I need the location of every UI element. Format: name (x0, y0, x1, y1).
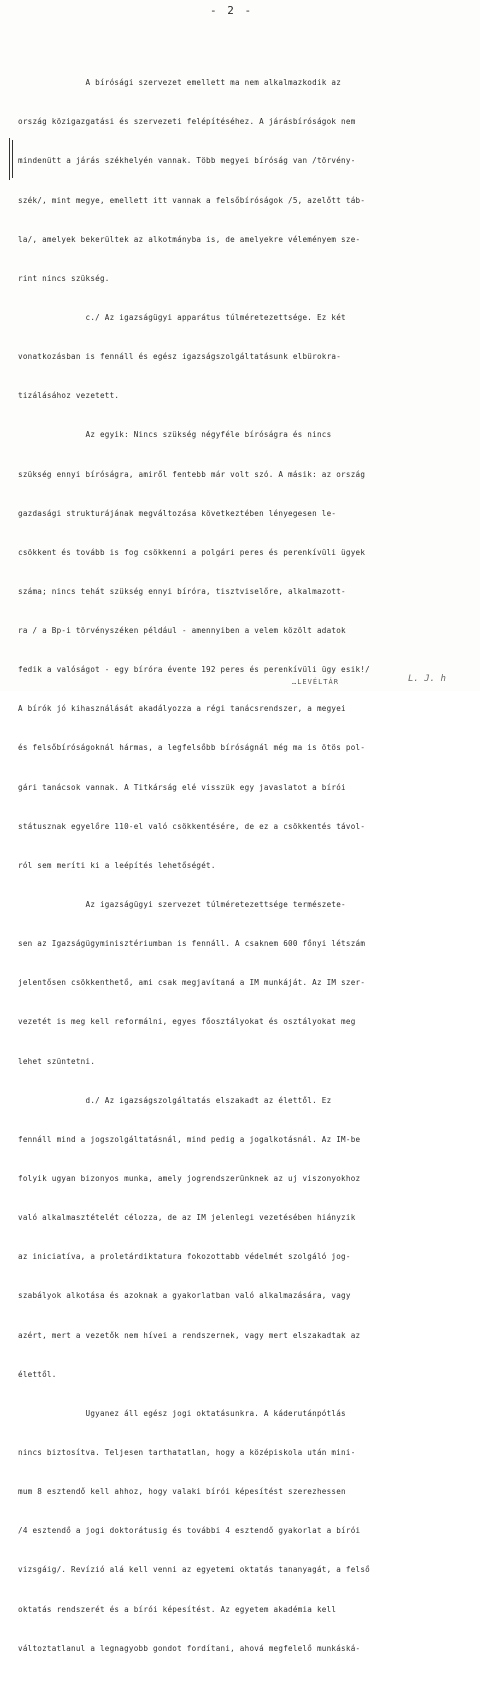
text-line: folyik ugyan bizonyos munka, amely jogrendszerünknek az uj viszonyokhoz (18, 1174, 361, 1184)
text-line: mindenütt a járás székhelyén vannak. Több megyei bíróság van /törvény- (18, 156, 356, 166)
text-line: lehet szüntetni. (18, 1056, 96, 1066)
text-line: Az igazságügyi szervezet túlméretezettsége természete- (18, 900, 346, 910)
text-line: száma; nincs tehát szükség ennyi bíróra, tisztviselőre, alkalmazott- (18, 586, 346, 596)
text-line: ország közigazgatási és szervezeti felépítéséhez. A járásbíróságok nem (18, 117, 356, 127)
text-line: vonatkozásban is fennáll és egész igazságszolgáltatásunk elbürokra- (18, 352, 342, 362)
text-line: la/, amelyek bekerültek az alkotmányba is, de amelyekre véleményem sze- (18, 234, 361, 244)
section-heading-c: c./ Az igazságügyi apparátus túlméretezettsége. Ez két (18, 312, 346, 322)
text-line: azért, mert a vezetők nem hívei a rendszernek, vagy mert elszakadtak az (18, 1330, 361, 1340)
text-line: való alkalmasztételét célozza, de az IM jelenlegi vezetésében hiányzik (18, 1213, 356, 1223)
text-line: jelentősen csökkenthető, ami csak megjavítaná a IM munkáját. Az IM szer- (18, 978, 366, 988)
margin-mark-left (9, 138, 10, 180)
text-line: tizálásához vezetett. (18, 391, 120, 401)
text-line: szék/, mint megye, emellett itt vannak a felsőbíróságok /5, azelőtt táb- (18, 195, 366, 205)
text-line: /4 esztendő a jogi doktorátusig és további 4 esztendő gyakorlat a bírói (18, 1526, 361, 1536)
text-line: változtatlanul a legnagyobb gondot fordítani, ahová megfelelő munkáská- (18, 1643, 361, 1653)
text-line: szükség ennyi bíróságra, amiről fentebb már volt szó. A másik: az ország (18, 469, 366, 479)
text-line: és felsőbíróságoknál hármas, a legfelsőbb bíróságnál még ma is ötös pol- (18, 743, 366, 753)
text-line: élettől. (18, 1369, 57, 1379)
text-line: Az egyik: Nincs szükség négyféle bíróságra és nincs (18, 430, 332, 440)
text-line: sen az Igazságügyminisztériumban is fennáll. A csaknem 600 főnyi létszám (18, 939, 366, 949)
text-line: szabályok alkotása és azoknak a gyakorlatban való alkalmazására, vagy (18, 1291, 351, 1301)
text-line: csökkent és tovább is fog csökkenni a polgári peres és perenkívüli ügyek (18, 547, 366, 557)
text-line: gazdasági strukturájának megváltozása következtében lényegesen le- (18, 508, 337, 518)
text-line: A bírósági szervezet emellett ma nem alkalmazkodik az (18, 78, 342, 88)
text-line: az iniciatíva, a proletárdiktatura fokozottabb védelmét szolgáló jog- (18, 1252, 351, 1262)
text-line: mum 8 esztendő kell ahhoz, hogy valaki bírói képesítést szerezhessen (18, 1487, 346, 1497)
text-line: ra / a Bp-i törvényszéken például - amennyiben a velem közölt adatok (18, 626, 346, 636)
text-line: fedik a valóságot - egy bíróra évente 192 peres és perenkívüli ügy esik!/ (18, 665, 370, 675)
document-body (18, 50, 470, 1681)
text-line: fennáll mind a jogszolgáltatásnál, mind pedig a jogalkotásnál. Az IM-be (18, 1134, 361, 1144)
text-line: ról sem meríti ki a leépítés lehetőségét. (18, 860, 216, 870)
text-line: Ugyanez áll egész jogi oktatásunkra. A káderutánpótlás (18, 1408, 346, 1418)
handwritten-mark: L. J. h (408, 674, 446, 684)
text-line: vizsgáig/. Revízió alá kell venni az egyetemi oktatás tananyagát, a felső (18, 1565, 370, 1575)
page-number: - 2 - (210, 4, 254, 17)
text-line: rint nincs szükség. (18, 273, 110, 283)
margin-mark-left-2 (12, 140, 13, 178)
section-heading-d: d./ Az igazságszolgáltatás elszakadt az élettől. Ez (18, 1095, 332, 1105)
text-line: A bírók jó kihasználását akadályozza a régi tanácsrendszer, a megyei (18, 704, 346, 714)
text-line: státusznak egyelőre 110-el való csökkentésére, de ez a csökkentés távol- (18, 821, 366, 831)
text-line: nincs biztosítva. Teljesen tarthatatlan, hogy a középiskola után mini- (18, 1448, 356, 1458)
text-line: oktatás rendszerét és a bírói képesítést. Az egyetem akadémia kell (18, 1604, 337, 1614)
text-line: gári tanácsok vannak. A Titkárság elé visszük egy javaslatot a bírói (18, 782, 346, 792)
archive-stamp: …LEVÉLTÁR (292, 678, 339, 686)
text-line: vezetét is meg kell reformálni, egyes főosztályokat és osztályokat meg (18, 1017, 356, 1027)
